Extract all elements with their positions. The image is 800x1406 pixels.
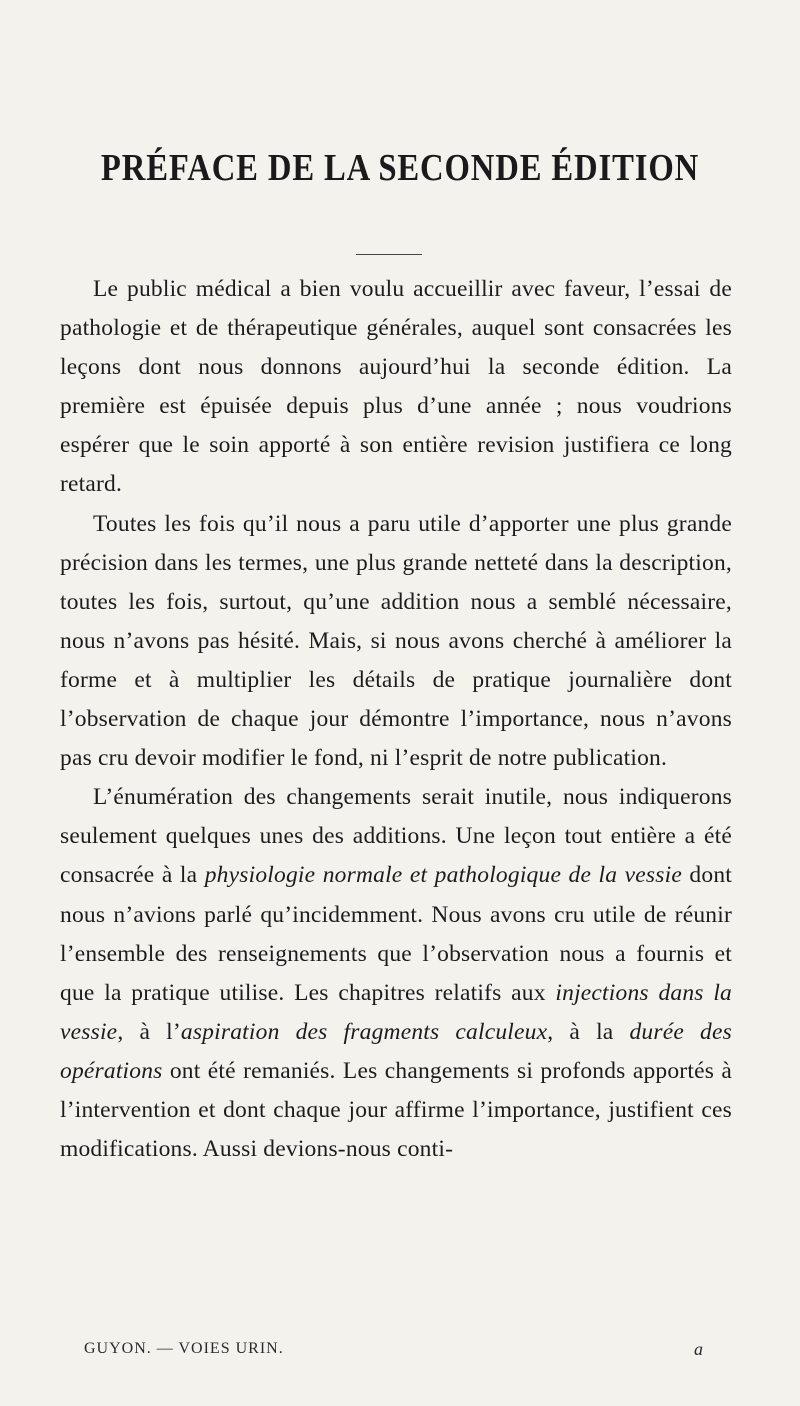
paragraph-text: Le public médical a bien voulu accueillir avec faveur, l’essai de pathologie et de thérapeutique générales, auquel sont consacrées les leçons dont nous donnons aujourd’hui la seconde édition. La première est épuisée depuis plus d’une année ; nous voudrions espérer que le soin apporté à son entière revision justifiera ce long retard.	[60, 276, 732, 498]
paragraph-text: Toutes les fois qu’il nous a paru utile d’apporter une plus grande précision dans les termes, une plus grande netteté dans la description, toutes les fois, surtout, qu’une addition nous a semblé nécessaire, nous n’avons pas hésité. Mais, si nous avons cherché à améliorer la forme et à multiplier les détails de pratique journalière dont l’observation de chaque jour démontre l’importance, nous n’avons pas cru devoir modifier le fond, ni l’esprit de notre publication.	[60, 510, 732, 772]
paragraph	[60, 778, 732, 1169]
paragraph-text: ont été remaniés. Les changements si profonds apportés à l’intervention et dont chaque jour affirme l’importance, justifient ces modifications. Aussi devions-nous conti-	[60, 1057, 732, 1163]
running-head: GUYON. — VOIES URIN.	[84, 1340, 284, 1357]
page-title: PRÉFACE DE LA SECONDE ÉDITION	[100, 147, 700, 189]
paragraph-text: dont nous n’avions parlé qu’incidemment. Nous avons cru utile de réunir l’ensemble des renseignements que l’observation nous a fournis et que la pratique utilise. Les chapitres relatifs aux	[60, 862, 733, 1006]
paragraph-text: , à l’	[117, 1018, 181, 1045]
italic-text: injections dans la vessie	[60, 979, 732, 1045]
page-footer	[84, 1340, 704, 1358]
body-text	[60, 270, 732, 1169]
title-divider	[356, 254, 422, 255]
paragraph	[60, 505, 732, 779]
paragraph	[60, 270, 732, 505]
italic-text: durée des opérations	[60, 1018, 732, 1084]
paragraph-text: , à la	[547, 1018, 630, 1045]
italic-text: physiologie normale et pathologique de la vessie	[204, 862, 682, 889]
italic-text: aspiration des fragments calculeux	[180, 1018, 548, 1045]
signature-mark: a	[694, 1339, 704, 1359]
paragraph-text: L’énumération des changements serait inutile, nous indiquerons seulement quelques unes des additions. Une leçon tout entière a été consacrée à la	[60, 784, 732, 889]
